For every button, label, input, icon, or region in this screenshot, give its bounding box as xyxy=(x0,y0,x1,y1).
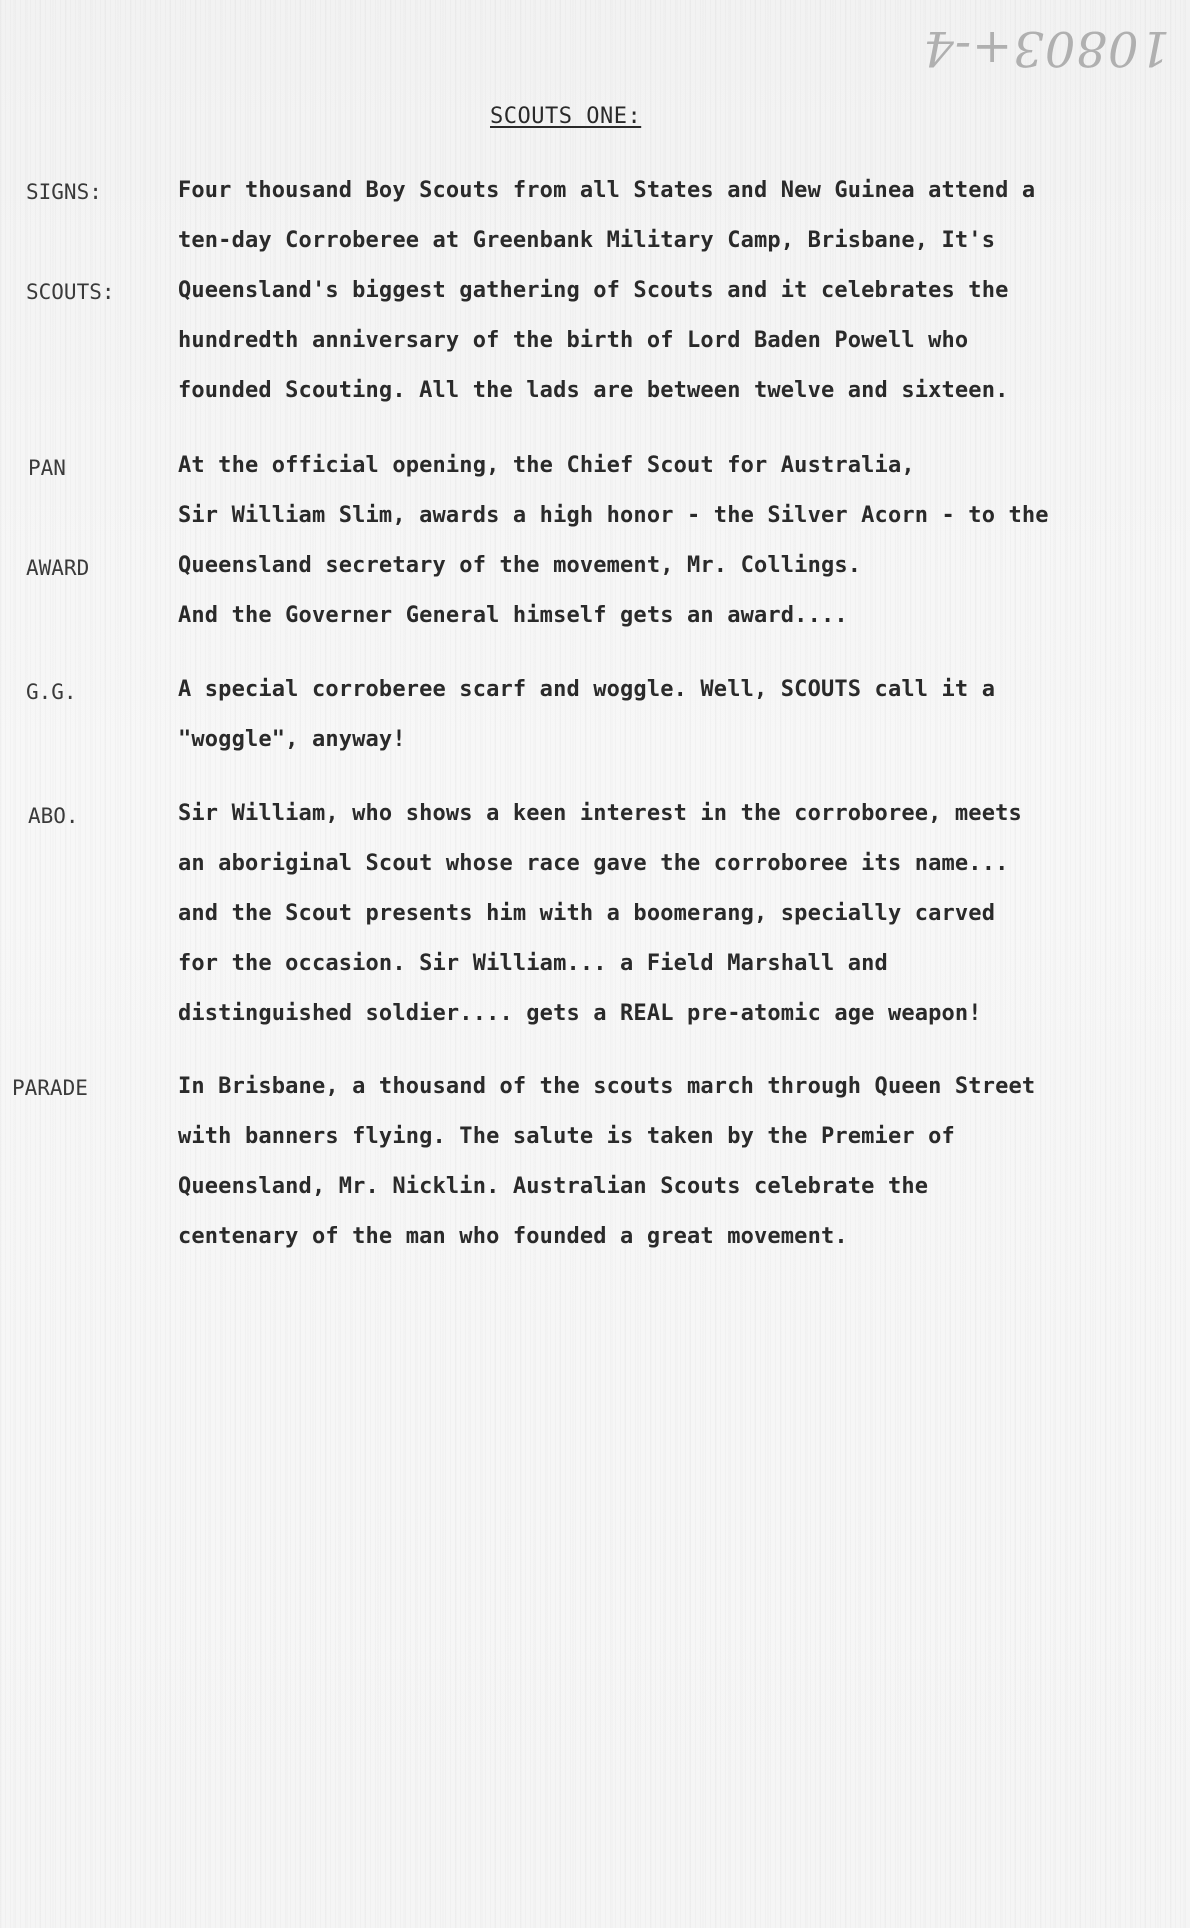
text-line: for the occasion. Sir William... a Field Marshall and xyxy=(178,951,888,976)
cue-parade: PARADE xyxy=(12,1076,88,1100)
cue-award: AWARD xyxy=(26,556,90,580)
handwritten-reference-number: 10803+-4 xyxy=(922,20,1170,76)
paragraph-signs xyxy=(178,166,1168,416)
text-line: hundredth anniversary of the birth of Lord Baden Powell who xyxy=(178,328,969,353)
paragraph-parade xyxy=(178,1062,1168,1262)
text-line: Sir William Slim, awards a high honor - the Silver Acorn - to the xyxy=(178,503,1049,528)
cue-pan: PAN xyxy=(28,456,66,480)
text-line: At the official opening, the Chief Scout for Australia, xyxy=(178,453,915,478)
cue-abo: ABO. xyxy=(28,804,79,828)
paragraph-abo xyxy=(178,789,1168,1039)
text-line: with banners flying. The salute is taken by the Premier of xyxy=(178,1124,955,1149)
text-line: and the Scout presents him with a boomerang, specially carved xyxy=(178,901,996,926)
paragraph-gg xyxy=(178,665,1168,765)
text-line: Sir William, who shows a keen interest in the corroboree, meets xyxy=(178,801,1022,826)
page-title: SCOUTS ONE: xyxy=(490,104,642,129)
text-line: distinguished soldier.... gets a REAL pre-atomic age weapon! xyxy=(178,1001,982,1026)
text-line: Queensland, Mr. Nicklin. Australian Scouts celebrate the xyxy=(178,1174,929,1199)
text-line: ten-day Corroberee at Greenbank Military Camp, Brisbane, It's xyxy=(178,228,996,253)
text-line: In Brisbane, a thousand of the scouts march through Queen Street xyxy=(178,1074,1036,1099)
text-line: founded Scouting. All the lads are between twelve and sixteen. xyxy=(178,378,1009,403)
text-line: Four thousand Boy Scouts from all States and New Guinea attend a xyxy=(178,178,1036,203)
text-line: A special corroberee scarf and woggle. Well, SCOUTS call it a xyxy=(178,677,996,702)
cue-signs: SIGNS: xyxy=(26,180,102,204)
text-line: And the Governer General himself gets an award.... xyxy=(178,603,848,628)
text-line: Queensland secretary of the movement, Mr. Collings. xyxy=(178,553,862,578)
cue-scouts: SCOUTS: xyxy=(26,280,115,304)
text-line: "woggle", anyway! xyxy=(178,727,406,752)
paragraph-pan-award xyxy=(178,441,1168,641)
cue-gg: G.G. xyxy=(26,680,77,704)
text-line: Queensland's biggest gathering of Scouts and it celebrates the xyxy=(178,278,1009,303)
text-line: an aboriginal Scout whose race gave the corroboree its name... xyxy=(178,851,1009,876)
text-line: centenary of the man who founded a great movement. xyxy=(178,1224,848,1249)
